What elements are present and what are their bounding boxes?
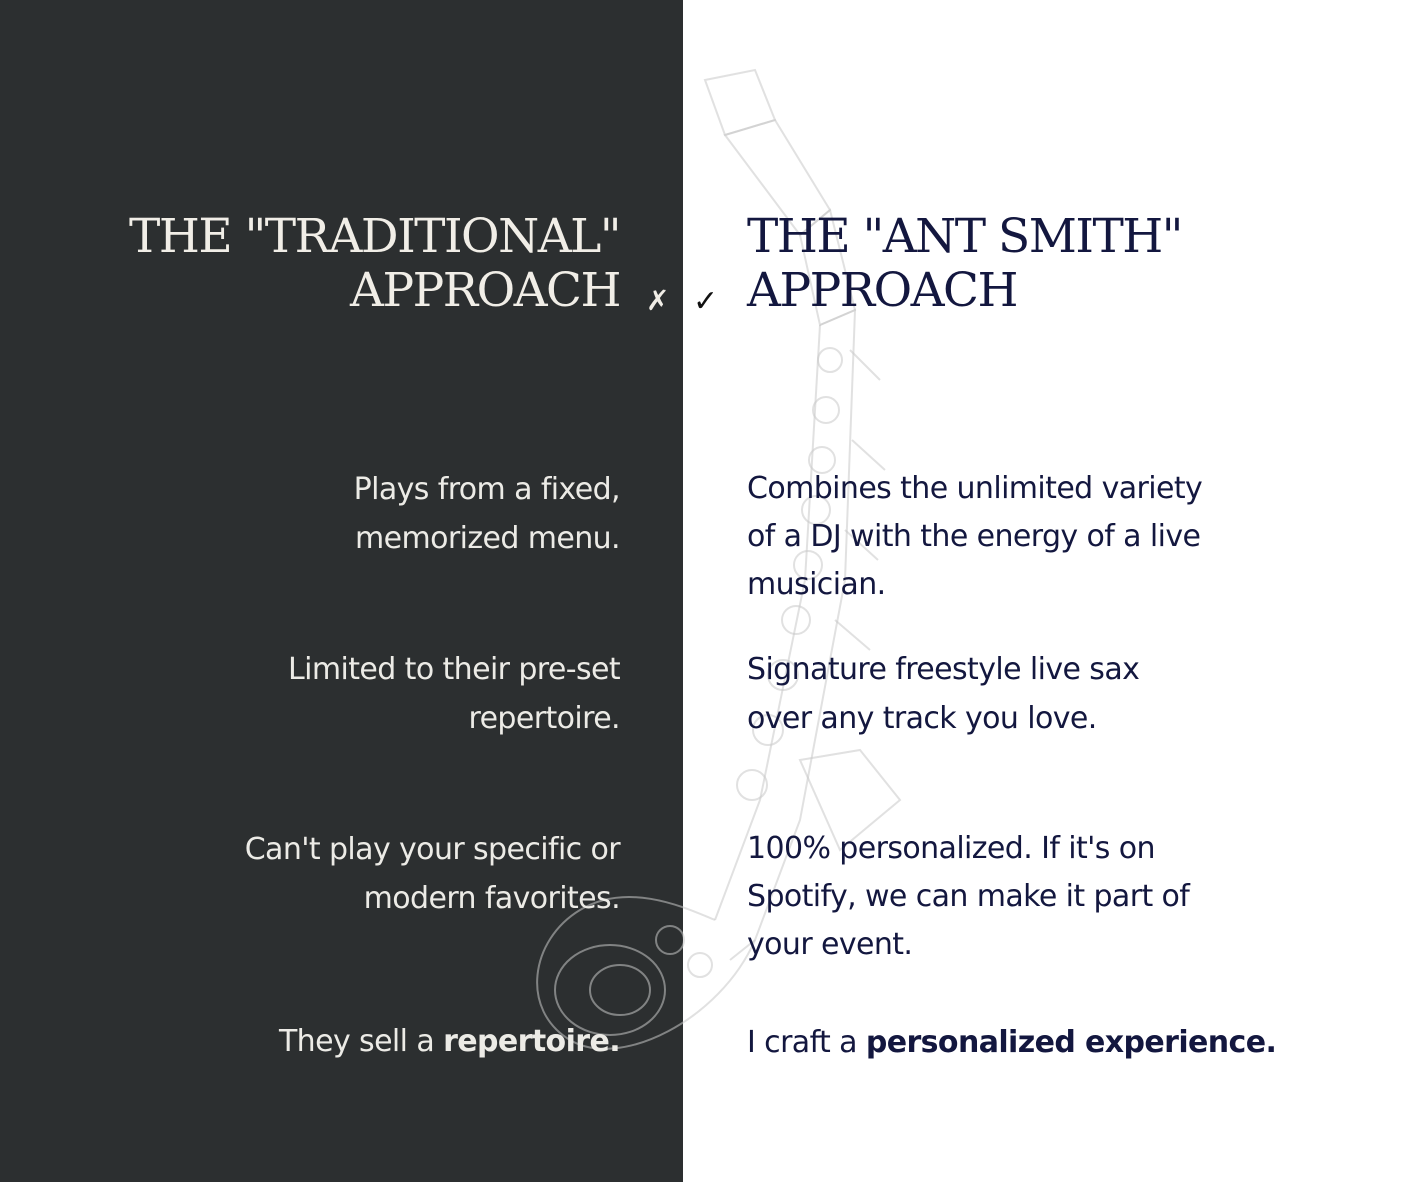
ant-smith-point-freestyle-sax [747, 645, 1139, 743]
item-lead-text: They sell a [278, 1024, 444, 1059]
item-line: repertoire. [468, 701, 620, 736]
ant-smith-point-craft-experience [747, 1018, 1276, 1067]
item-line: your event. [747, 927, 913, 962]
item-line: Signature freestyle live sax [747, 652, 1140, 687]
item-line: Can't play your specific or [244, 832, 620, 867]
ant-smith-approach-heading [747, 210, 1182, 318]
heading-line: THE "ANT SMITH" [747, 209, 1182, 264]
heading-line: APPROACH [747, 263, 1017, 318]
ant-smith-point-dj-variety [747, 465, 1202, 609]
traditional-approach-heading [129, 210, 620, 318]
item-bold-text: repertoire. [443, 1024, 620, 1059]
ant-smith-point-personalized [747, 825, 1189, 969]
cross-icon: ✗ [646, 284, 670, 317]
item-line: Limited to their pre-set [288, 652, 620, 687]
heading-line: APPROACH [350, 263, 620, 318]
item-line: modern favorites. [363, 881, 620, 916]
item-line: Combines the unlimited variety [747, 471, 1203, 506]
traditional-panel [0, 0, 683, 1182]
item-line: Spotify, we can make it part of [747, 879, 1190, 914]
traditional-point-limited-repertoire [288, 645, 620, 743]
traditional-point-cant-play-favorites [245, 825, 620, 923]
checkmark-icon: ✓ [693, 284, 719, 319]
item-lead-text: I craft a [747, 1025, 866, 1060]
traditional-point-fixed-menu [354, 465, 620, 563]
item-line: 100% personalized. If it's on [747, 831, 1155, 866]
item-line: Plays from a fixed, [353, 472, 620, 507]
heading-line: THE "TRADITIONAL" [129, 209, 620, 264]
traditional-point-sell-repertoire [279, 1017, 620, 1066]
item-line: of a DJ with the energy of a live [747, 519, 1201, 554]
item-bold-text: personalized experience. [865, 1025, 1277, 1060]
item-line: musician. [747, 567, 886, 602]
item-line: over any track you love. [747, 701, 1097, 736]
item-line: memorized menu. [355, 521, 620, 556]
